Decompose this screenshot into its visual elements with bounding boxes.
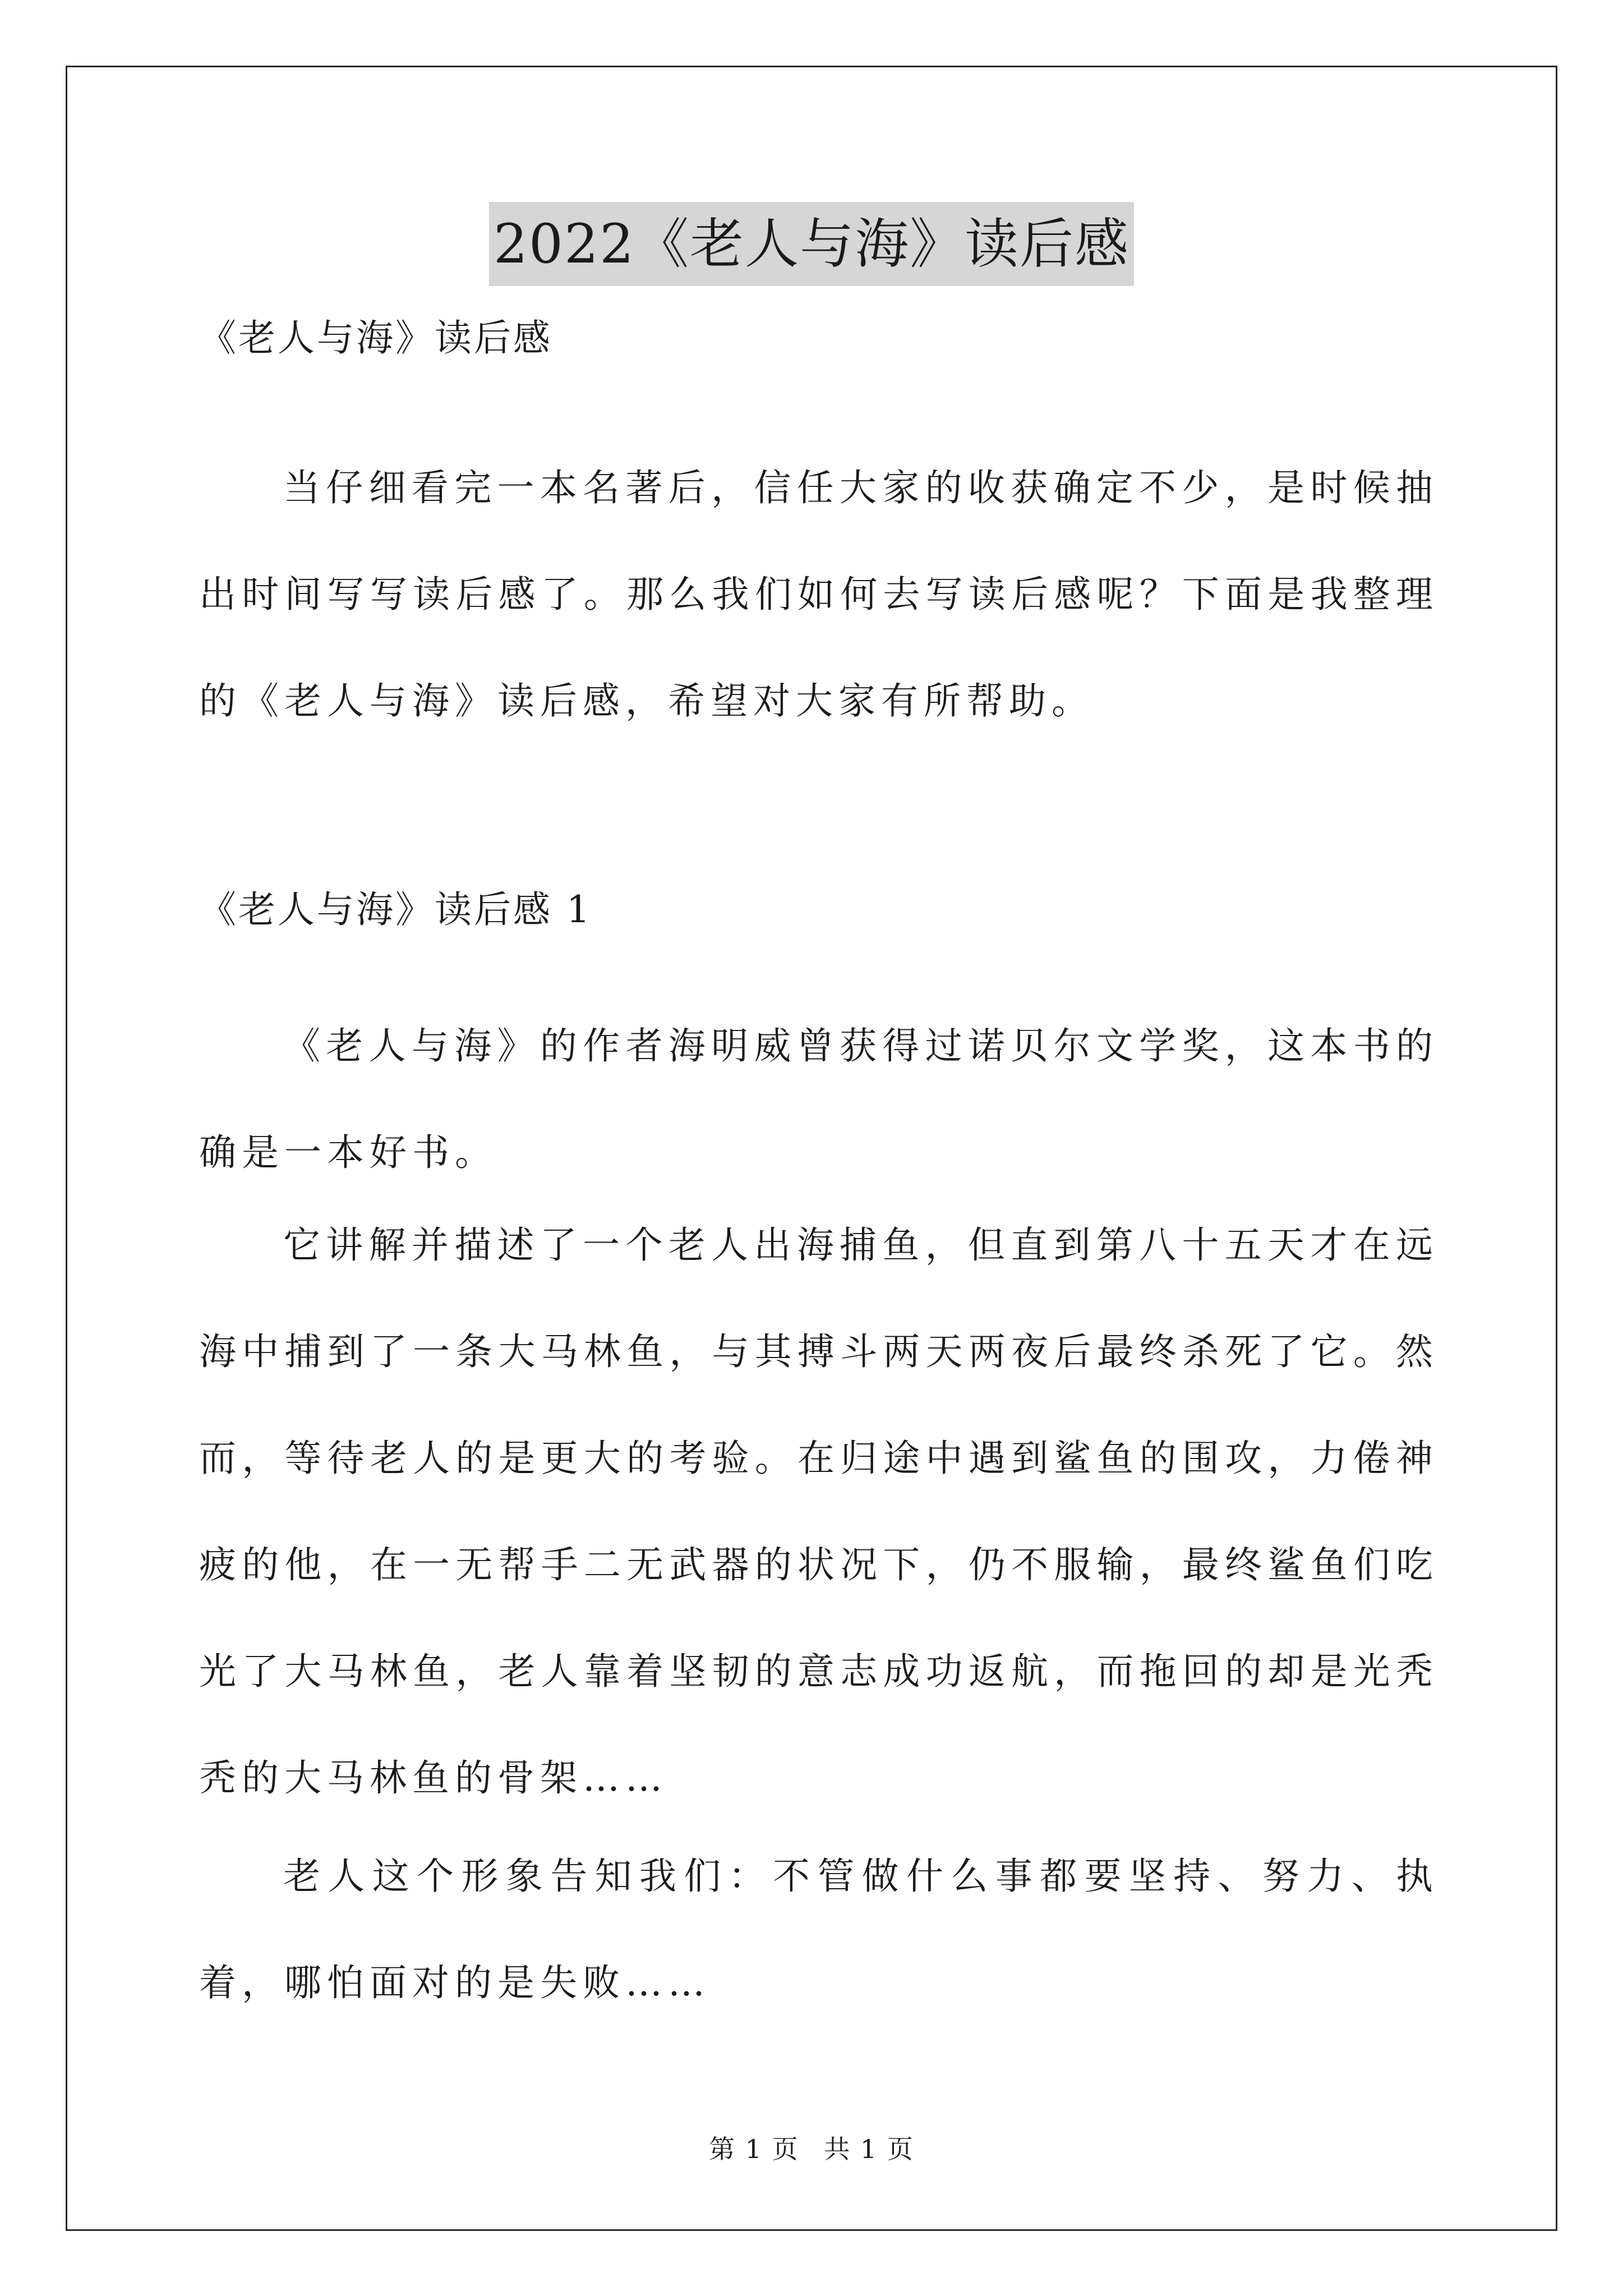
body-paragraph-1: 《老人与海》的作者海明威曾获得过诺贝尔文学奖，这本书的确是一本好书。 xyxy=(199,1024,1438,1174)
intro-heading: 《老人与海》读后感 xyxy=(199,316,552,360)
body-paragraph-2: 它讲解并描述了一个老人出海捕鱼，但直到第八十五天才在远海中捕到了一条大马林鱼，与其搏斗两天两夜后最终杀死了它。然而，等待老人的是更大的考验。在归途中遇到鲨鱼的围攻，力倦神疲的他，在一无帮手二无武器的状况下，仍不服输，最终鲨鱼们吃光了大马林鱼，老人靠着坚韧的意志成功返航，而拖回的却是光秃秃的大马林鱼的骨架…… xyxy=(199,1223,1438,1800)
page-number-total: 共 1 页 xyxy=(824,2134,914,2164)
body-paragraph-3: 老人这个形象告知我们：不管做什么事都要坚持、努力、执着，哪怕面对的是失败…… xyxy=(199,1855,1438,2004)
page-footer xyxy=(0,2129,1623,2166)
title-container xyxy=(0,202,1623,286)
page-number-current: 第 1 页 xyxy=(709,2134,799,2164)
document-title: 2022《老人与海》读后感 xyxy=(489,202,1134,286)
intro-paragraph: 当仔细看完一本名著后，信任大家的收获确定不少，是时候抽出时间写写读后感了。那么我们如何去写读后感呢？下面是我整理的《老人与海》读后感，希望对大家有所帮助。 xyxy=(199,466,1438,723)
section-heading: 《老人与海》读后感 1 xyxy=(199,888,592,931)
